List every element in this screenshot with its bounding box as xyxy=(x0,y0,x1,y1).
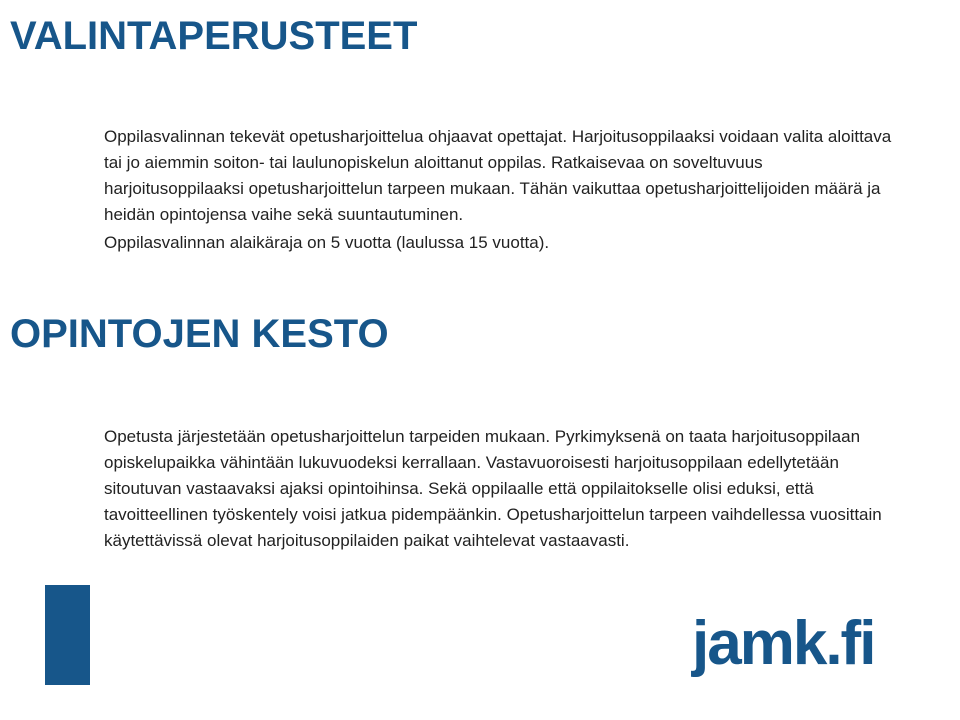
accent-bar xyxy=(45,585,90,685)
heading-valintaperusteet: VALINTAPERUSTEET xyxy=(10,14,418,58)
paragraph-selection-criteria: Oppilasvalinnan tekevät opetusharjoittelua ohjaavat opettajat. Harjoitusoppilaaksi voidaan valita aloittava tai jo aiemmin soiton- tai laulunopiskelun aloittanut oppilas. Ratkaisevaa on soveltuvuus harjoitusoppilaaksi opetusharjoittelun tarpeen mukaan. Tähän vaikuttaa opetusharjoittelijoiden määrä ja heidän opintojensa vaihe sekä suuntautuminen. xyxy=(104,127,892,224)
logo-text: jamk.fi xyxy=(692,612,875,678)
heading-opintojen-kesto: OPINTOJEN KESTO xyxy=(10,312,389,356)
paragraph-study-duration: Opetusta järjestetään opetusharjoittelun tarpeiden mukaan. Pyrkimyksenä on taata harjoitusoppilaan opiskelupaikka vähintään lukuvuodeksi kerrallaan. Vastavuoroisesti harjoitusoppilaan edellytetään sitoutuvan vastaavaksi ajaksi opintoihinsa. Sekä oppilaalle että oppilaitokselle olisi eduksi, että tavoitteellinen työskentely voisi jatkua pidempäänkin. Opetusharjoittelun tarpeen vaihdellessa vuosittain käytettävissä olevat harjoitusoppilaiden paikat vaihtelevat vastaavasti. xyxy=(104,427,882,550)
jamk-logo xyxy=(690,612,915,690)
paragraph-age-limit: Oppilasvalinnan alaikäraja on 5 vuotta (laulussa 15 vuotta). xyxy=(104,233,550,252)
